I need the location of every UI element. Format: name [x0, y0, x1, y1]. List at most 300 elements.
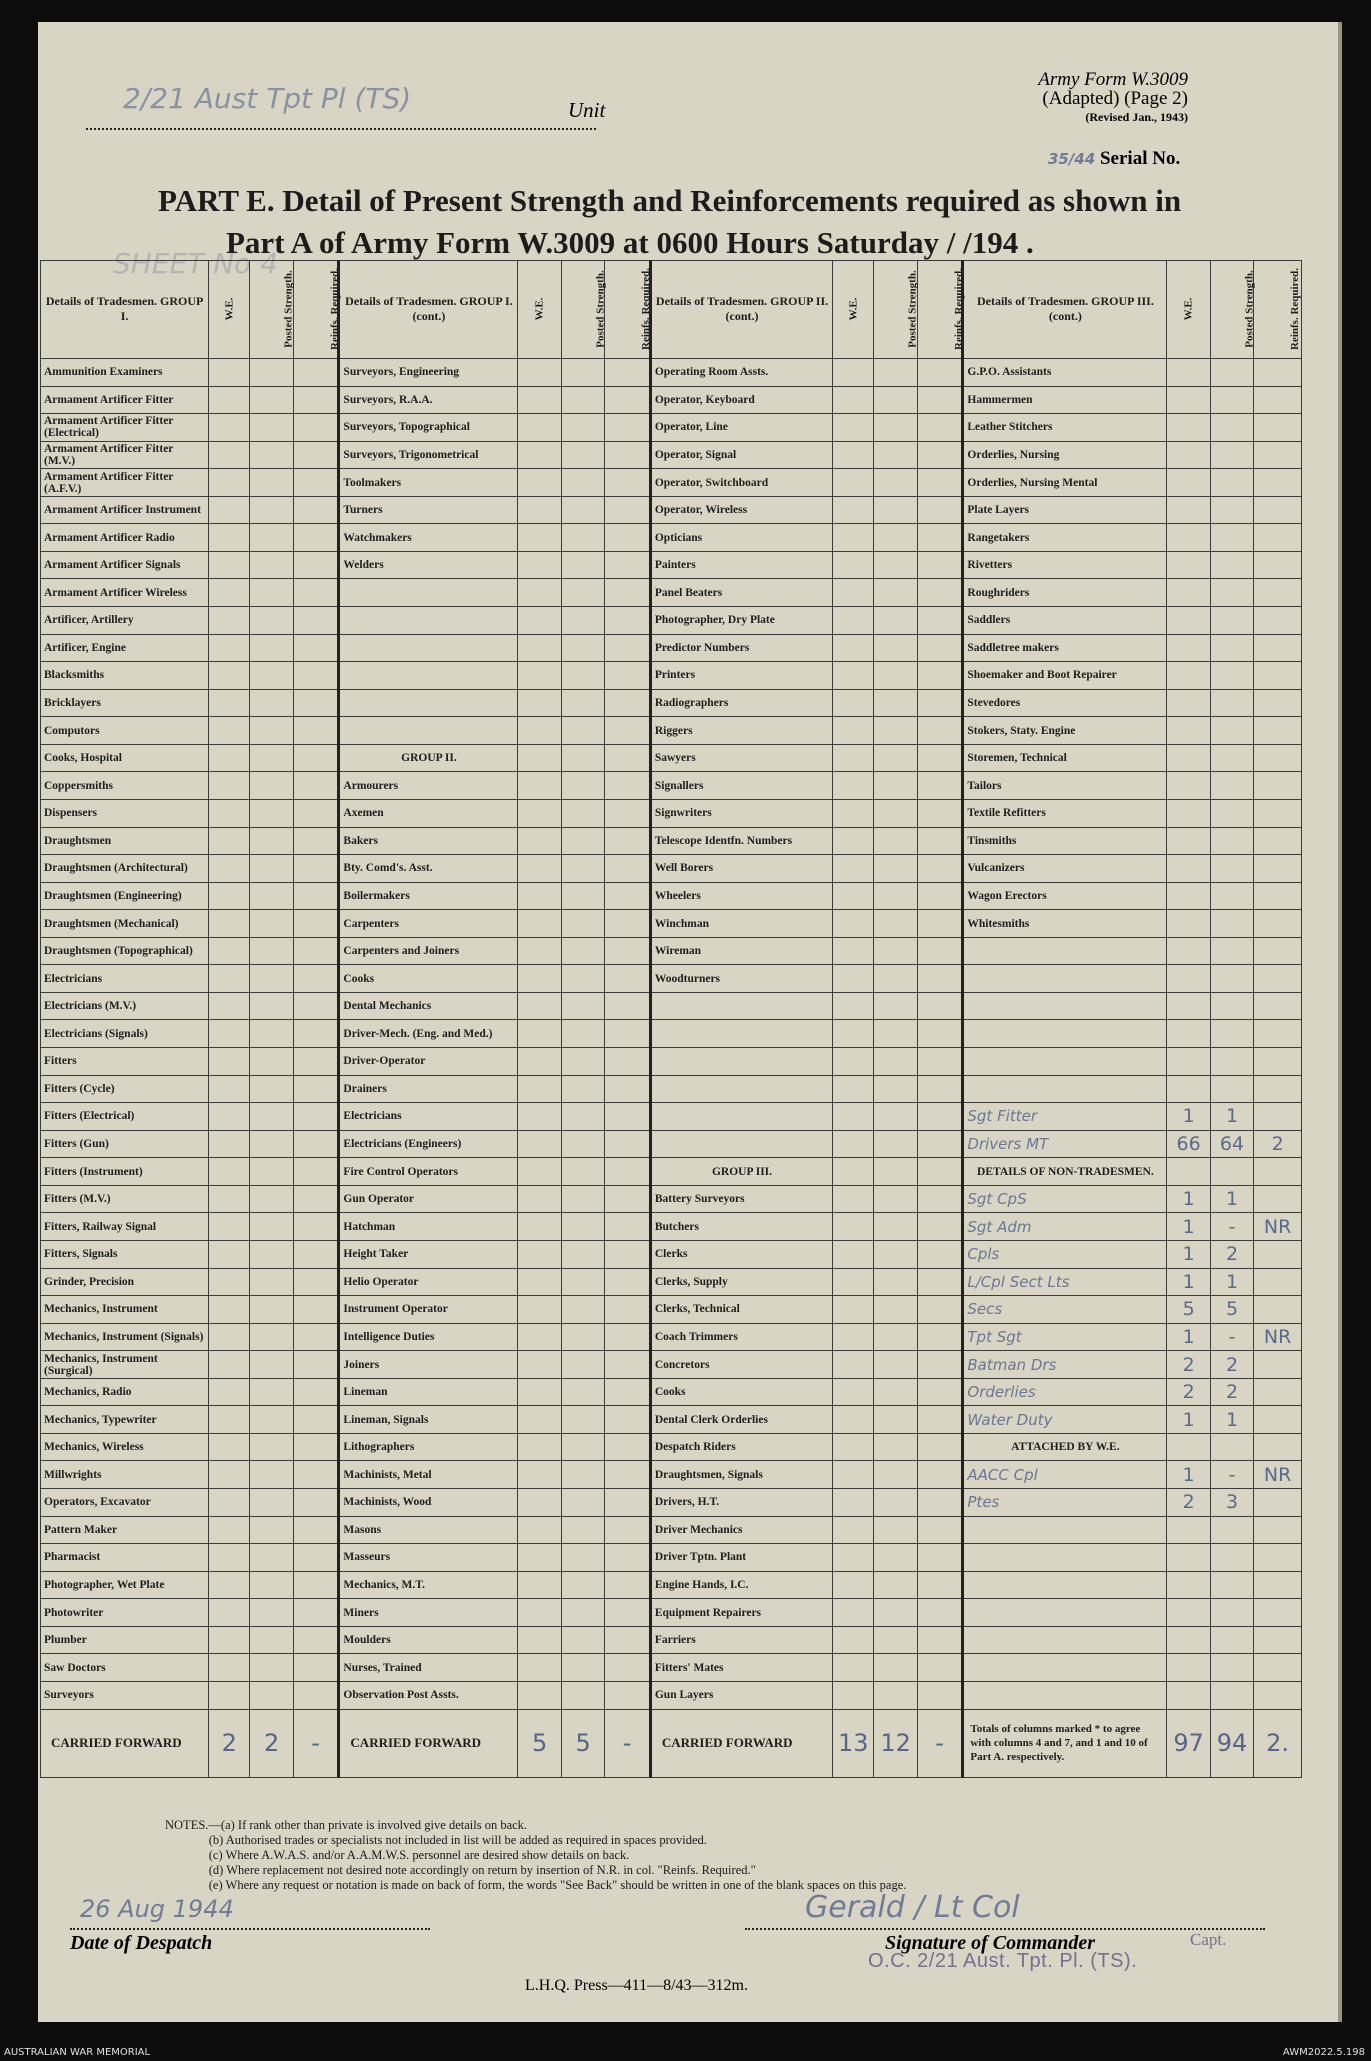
entry-cell-reinfs[interactable] — [605, 1158, 651, 1186]
entry-cell-we[interactable] — [1167, 772, 1210, 800]
entry-cell-we[interactable] — [518, 1296, 561, 1324]
entry-cell-we[interactable] — [1167, 937, 1210, 965]
entry-cell-we[interactable] — [833, 1406, 874, 1434]
entry-cell-we[interactable] — [1167, 882, 1210, 910]
entry-cell-we[interactable] — [518, 1681, 561, 1709]
entry-cell-reinfs[interactable] — [605, 1516, 651, 1544]
entry-cell-reinfs[interactable] — [605, 1020, 651, 1048]
entry-cell-reinfs[interactable] — [917, 1626, 963, 1654]
entry-cell-posted[interactable] — [874, 1323, 917, 1351]
entry-cell-reinfs[interactable] — [605, 524, 651, 552]
entry-cell-reinfs[interactable] — [605, 579, 651, 607]
entry-cell-posted[interactable] — [250, 634, 293, 662]
entry-cell-reinfs[interactable] — [605, 1185, 651, 1213]
entry-cell-reinfs[interactable] — [917, 1351, 963, 1379]
entry-cell-reinfs[interactable] — [605, 882, 651, 910]
entry-cell-posted[interactable] — [1210, 1433, 1253, 1461]
entry-cell-we[interactable] — [209, 744, 250, 772]
entry-cell-posted[interactable] — [1210, 799, 1253, 827]
entry-cell-posted[interactable] — [874, 1158, 917, 1186]
entry-cell-reinfs[interactable] — [293, 1240, 339, 1268]
entry-cell-we[interactable] — [518, 772, 561, 800]
entry-cell-reinfs[interactable] — [605, 1571, 651, 1599]
entry-cell-posted[interactable] — [1210, 689, 1253, 717]
entry-cell-posted[interactable] — [874, 1351, 917, 1379]
entry-cell-reinfs[interactable] — [1254, 1654, 1302, 1682]
entry-cell-reinfs[interactable] — [1254, 1571, 1302, 1599]
entry-cell-reinfs[interactable] — [293, 1571, 339, 1599]
entry-cell-we[interactable] — [518, 386, 561, 414]
entry-cell-posted[interactable]: 1 — [1210, 1406, 1253, 1434]
entry-cell-we[interactable] — [209, 414, 250, 442]
entry-cell-posted[interactable] — [1210, 1020, 1253, 1048]
entry-cell-we[interactable] — [209, 1323, 250, 1351]
entry-cell-we[interactable] — [209, 1158, 250, 1186]
entry-cell-reinfs[interactable] — [917, 1075, 963, 1103]
entry-cell-posted[interactable]: 2 — [1210, 1378, 1253, 1406]
entry-cell-posted[interactable] — [250, 1461, 293, 1489]
entry-cell-posted[interactable] — [874, 524, 917, 552]
entry-cell-posted[interactable] — [561, 1296, 604, 1324]
entry-cell-posted[interactable] — [250, 441, 293, 469]
carried-forward-we[interactable]: 13 — [833, 1709, 874, 1777]
entry-cell-reinfs[interactable] — [1254, 744, 1302, 772]
entry-cell-reinfs[interactable] — [917, 469, 963, 497]
entry-cell-posted[interactable] — [561, 1599, 604, 1627]
entry-cell-we[interactable] — [833, 579, 874, 607]
entry-cell-reinfs[interactable] — [917, 1599, 963, 1627]
entry-cell-we[interactable] — [209, 1681, 250, 1709]
entry-cell-reinfs[interactable] — [293, 882, 339, 910]
entry-cell-posted[interactable] — [561, 937, 604, 965]
entry-cell-reinfs[interactable] — [1254, 1158, 1302, 1186]
carried-forward-reinfs[interactable]: - — [293, 1709, 339, 1777]
entry-cell-reinfs[interactable] — [917, 1544, 963, 1572]
entry-cell-we[interactable] — [209, 1626, 250, 1654]
entry-cell-we[interactable] — [209, 799, 250, 827]
entry-cell-reinfs[interactable] — [917, 965, 963, 993]
entry-cell-we[interactable] — [1167, 1599, 1210, 1627]
entry-cell-we[interactable] — [833, 1323, 874, 1351]
entry-cell-reinfs[interactable] — [293, 386, 339, 414]
entry-cell-we[interactable] — [1167, 358, 1210, 386]
entry-cell-reinfs[interactable] — [605, 965, 651, 993]
entry-cell-we[interactable] — [209, 662, 250, 690]
handwritten-trade[interactable]: Ptes — [963, 1489, 1167, 1517]
entry-cell-posted[interactable]: 5 — [1210, 1296, 1253, 1324]
handwritten-trade[interactable]: Sgt CpS — [963, 1185, 1167, 1213]
entry-cell-posted[interactable] — [250, 1048, 293, 1076]
entry-cell-we[interactable] — [833, 551, 874, 579]
entry-cell-posted[interactable] — [874, 634, 917, 662]
entry-cell-posted[interactable] — [250, 1185, 293, 1213]
entry-cell-we[interactable] — [518, 551, 561, 579]
entry-cell-we[interactable] — [209, 910, 250, 938]
entry-cell-reinfs[interactable] — [917, 1020, 963, 1048]
entry-cell-posted[interactable] — [1210, 1048, 1253, 1076]
entry-cell-posted[interactable] — [1210, 937, 1253, 965]
entry-cell-we[interactable] — [209, 1020, 250, 1048]
entry-cell-reinfs[interactable] — [605, 1544, 651, 1572]
entry-cell-we[interactable] — [1167, 1681, 1210, 1709]
entry-cell-posted[interactable] — [874, 882, 917, 910]
entry-cell-we[interactable] — [518, 882, 561, 910]
entry-cell-reinfs[interactable] — [1254, 910, 1302, 938]
entry-cell-posted[interactable] — [874, 1626, 917, 1654]
entry-cell-reinfs[interactable] — [293, 1185, 339, 1213]
entry-cell-reinfs[interactable] — [1254, 579, 1302, 607]
entry-cell-reinfs[interactable] — [1254, 496, 1302, 524]
entry-cell-reinfs[interactable] — [1254, 1378, 1302, 1406]
entry-cell-posted[interactable] — [561, 1461, 604, 1489]
entry-cell-reinfs[interactable] — [917, 1571, 963, 1599]
entry-cell-reinfs[interactable] — [1254, 386, 1302, 414]
entry-cell-we[interactable] — [833, 799, 874, 827]
entry-cell-we[interactable]: 1 — [1167, 1461, 1210, 1489]
entry-cell-we[interactable] — [209, 441, 250, 469]
entry-cell-reinfs[interactable] — [1254, 524, 1302, 552]
entry-cell-posted[interactable] — [874, 1378, 917, 1406]
entry-cell-posted[interactable] — [250, 799, 293, 827]
entry-cell-we[interactable] — [833, 662, 874, 690]
total-reinfs[interactable]: 2. — [1254, 1709, 1302, 1777]
entry-cell-reinfs[interactable] — [1254, 1406, 1302, 1434]
entry-cell-posted[interactable] — [250, 551, 293, 579]
entry-cell-posted[interactable] — [874, 1654, 917, 1682]
entry-cell-reinfs[interactable] — [1254, 1185, 1302, 1213]
entry-cell-posted[interactable] — [874, 744, 917, 772]
entry-cell-we[interactable] — [1167, 1075, 1210, 1103]
entry-cell-posted[interactable] — [250, 1240, 293, 1268]
entry-cell-we[interactable] — [1167, 1020, 1210, 1048]
entry-cell-posted[interactable] — [561, 1268, 604, 1296]
entry-cell-posted[interactable] — [561, 1020, 604, 1048]
entry-cell-reinfs[interactable] — [605, 827, 651, 855]
entry-cell-posted[interactable] — [1210, 1654, 1253, 1682]
entry-cell-we[interactable] — [833, 1103, 874, 1131]
entry-cell-posted[interactable] — [250, 992, 293, 1020]
carried-forward-reinfs[interactable]: - — [605, 1709, 651, 1777]
entry-cell-posted[interactable] — [874, 1571, 917, 1599]
entry-cell-reinfs[interactable] — [293, 1681, 339, 1709]
entry-cell-we[interactable] — [1167, 689, 1210, 717]
entry-cell-reinfs[interactable] — [1254, 717, 1302, 745]
entry-cell-posted[interactable] — [250, 772, 293, 800]
entry-cell-reinfs[interactable] — [917, 1130, 963, 1158]
entry-cell-reinfs[interactable] — [917, 1185, 963, 1213]
carried-forward-posted[interactable]: 2 — [250, 1709, 293, 1777]
entry-cell-posted[interactable] — [250, 1516, 293, 1544]
entry-cell-posted[interactable] — [874, 469, 917, 497]
entry-cell-reinfs[interactable] — [605, 1075, 651, 1103]
entry-cell-posted[interactable] — [1210, 827, 1253, 855]
handwritten-trade[interactable]: Orderlies — [963, 1378, 1167, 1406]
entry-cell-posted[interactable] — [561, 1378, 604, 1406]
entry-cell-reinfs[interactable] — [917, 799, 963, 827]
entry-cell-posted[interactable] — [250, 1020, 293, 1048]
entry-cell-posted[interactable] — [561, 1323, 604, 1351]
entry-cell-posted[interactable] — [874, 551, 917, 579]
entry-cell-posted[interactable] — [561, 855, 604, 883]
entry-cell-we[interactable] — [1167, 524, 1210, 552]
entry-cell-reinfs[interactable] — [605, 662, 651, 690]
entry-cell-reinfs[interactable] — [1254, 1296, 1302, 1324]
entry-cell-we[interactable] — [833, 469, 874, 497]
entry-cell-posted[interactable] — [250, 579, 293, 607]
entry-cell-posted[interactable] — [874, 1185, 917, 1213]
entry-cell-we[interactable] — [833, 1158, 874, 1186]
entry-cell-posted[interactable] — [874, 1213, 917, 1241]
entry-cell-reinfs[interactable] — [605, 910, 651, 938]
entry-cell-we[interactable] — [1167, 1571, 1210, 1599]
entry-cell-we[interactable] — [518, 1323, 561, 1351]
entry-cell-we[interactable] — [209, 1378, 250, 1406]
entry-cell-reinfs[interactable] — [605, 634, 651, 662]
entry-cell-we[interactable]: 2 — [1167, 1489, 1210, 1517]
entry-cell-reinfs[interactable] — [293, 1213, 339, 1241]
entry-cell-reinfs[interactable] — [605, 1268, 651, 1296]
entry-cell-we[interactable] — [209, 1048, 250, 1076]
entry-cell-posted[interactable] — [561, 662, 604, 690]
entry-cell-posted[interactable] — [250, 1544, 293, 1572]
entry-cell-we[interactable] — [518, 1158, 561, 1186]
entry-cell-reinfs[interactable] — [917, 1103, 963, 1131]
entry-cell-posted[interactable] — [1210, 634, 1253, 662]
entry-cell-we[interactable] — [1167, 1626, 1210, 1654]
entry-cell-we[interactable] — [518, 1626, 561, 1654]
entry-cell-reinfs[interactable] — [1254, 855, 1302, 883]
entry-cell-we[interactable] — [518, 744, 561, 772]
entry-cell-reinfs[interactable] — [605, 1240, 651, 1268]
entry-cell-reinfs[interactable] — [917, 992, 963, 1020]
entry-cell-we[interactable] — [518, 855, 561, 883]
entry-cell-posted[interactable] — [250, 717, 293, 745]
entry-cell-reinfs[interactable] — [605, 469, 651, 497]
entry-cell-we[interactable] — [1167, 634, 1210, 662]
entry-cell-posted[interactable]: 2 — [1210, 1351, 1253, 1379]
entry-cell-we[interactable] — [518, 689, 561, 717]
entry-cell-we[interactable] — [833, 1489, 874, 1517]
entry-cell-we[interactable] — [209, 1544, 250, 1572]
entry-cell-we[interactable] — [1167, 496, 1210, 524]
entry-cell-posted[interactable] — [250, 1378, 293, 1406]
entry-cell-reinfs[interactable] — [605, 1323, 651, 1351]
entry-cell-reinfs[interactable] — [1254, 1544, 1302, 1572]
entry-cell-reinfs[interactable] — [605, 1489, 651, 1517]
entry-cell-posted[interactable] — [874, 772, 917, 800]
entry-cell-we[interactable] — [833, 855, 874, 883]
carried-forward-reinfs[interactable]: - — [917, 1709, 963, 1777]
entry-cell-posted[interactable] — [1210, 1626, 1253, 1654]
entry-cell-posted[interactable] — [250, 855, 293, 883]
entry-cell-we[interactable] — [518, 799, 561, 827]
entry-cell-posted[interactable] — [250, 1599, 293, 1627]
entry-cell-we[interactable] — [833, 689, 874, 717]
entry-cell-we[interactable] — [209, 1351, 250, 1379]
entry-cell-posted[interactable] — [250, 1075, 293, 1103]
entry-cell-we[interactable] — [1167, 414, 1210, 442]
entry-cell-posted[interactable]: 1 — [1210, 1185, 1253, 1213]
entry-cell-we[interactable] — [209, 1516, 250, 1544]
entry-cell-reinfs[interactable] — [293, 965, 339, 993]
entry-cell-reinfs[interactable] — [1254, 358, 1302, 386]
entry-cell-we[interactable] — [833, 1296, 874, 1324]
entry-cell-posted[interactable] — [250, 414, 293, 442]
entry-cell-reinfs[interactable] — [1254, 1433, 1302, 1461]
entry-cell-we[interactable] — [833, 1213, 874, 1241]
entry-cell-reinfs[interactable] — [917, 1048, 963, 1076]
entry-cell-posted[interactable]: 3 — [1210, 1489, 1253, 1517]
entry-cell-posted[interactable] — [250, 469, 293, 497]
entry-cell-reinfs[interactable] — [1254, 414, 1302, 442]
entry-cell-we[interactable] — [833, 965, 874, 993]
entry-cell-we[interactable] — [209, 992, 250, 1020]
entry-cell-we[interactable] — [209, 1130, 250, 1158]
entry-cell-we[interactable] — [518, 579, 561, 607]
entry-cell-posted[interactable] — [250, 1296, 293, 1324]
entry-cell-reinfs[interactable] — [293, 469, 339, 497]
total-we[interactable]: 97 — [1167, 1709, 1210, 1777]
entry-cell-posted[interactable] — [561, 1406, 604, 1434]
entry-cell-posted[interactable]: - — [1210, 1461, 1253, 1489]
entry-cell-reinfs[interactable] — [917, 634, 963, 662]
entry-cell-reinfs[interactable] — [605, 937, 651, 965]
entry-cell-reinfs[interactable] — [917, 579, 963, 607]
entry-cell-posted[interactable] — [250, 744, 293, 772]
entry-cell-posted[interactable] — [250, 607, 293, 635]
entry-cell-reinfs[interactable] — [605, 1599, 651, 1627]
handwritten-trade[interactable]: Secs — [963, 1296, 1167, 1324]
entry-cell-posted[interactable] — [250, 1323, 293, 1351]
entry-cell-we[interactable] — [518, 1378, 561, 1406]
entry-cell-reinfs[interactable] — [293, 1433, 339, 1461]
entry-cell-posted[interactable] — [1210, 469, 1253, 497]
entry-cell-posted[interactable] — [1210, 772, 1253, 800]
entry-cell-posted[interactable]: 64 — [1210, 1130, 1253, 1158]
entry-cell-we[interactable] — [518, 634, 561, 662]
entry-cell-reinfs[interactable] — [293, 855, 339, 883]
entry-cell-reinfs[interactable] — [605, 1130, 651, 1158]
entry-cell-we[interactable] — [518, 358, 561, 386]
entry-cell-reinfs[interactable] — [917, 1296, 963, 1324]
entry-cell-reinfs[interactable] — [293, 1654, 339, 1682]
entry-cell-posted[interactable] — [561, 1351, 604, 1379]
entry-cell-reinfs[interactable] — [605, 855, 651, 883]
entry-cell-we[interactable] — [209, 1406, 250, 1434]
entry-cell-posted[interactable] — [250, 1571, 293, 1599]
entry-cell-posted[interactable] — [561, 579, 604, 607]
entry-cell-we[interactable] — [1167, 579, 1210, 607]
entry-cell-we[interactable] — [833, 1268, 874, 1296]
entry-cell-reinfs[interactable] — [293, 662, 339, 690]
entry-cell-reinfs[interactable] — [1254, 441, 1302, 469]
entry-cell-reinfs[interactable] — [605, 689, 651, 717]
entry-cell-reinfs[interactable] — [293, 1406, 339, 1434]
entry-cell-posted[interactable] — [250, 827, 293, 855]
entry-cell-reinfs[interactable] — [293, 717, 339, 745]
entry-cell-reinfs[interactable] — [605, 992, 651, 1020]
handwritten-trade[interactable]: Cpls — [963, 1240, 1167, 1268]
entry-cell-reinfs[interactable] — [1254, 1351, 1302, 1379]
entry-cell-we[interactable] — [833, 1654, 874, 1682]
entry-cell-reinfs[interactable] — [1254, 1516, 1302, 1544]
entry-cell-posted[interactable] — [1210, 579, 1253, 607]
entry-cell-we[interactable] — [1167, 1654, 1210, 1682]
entry-cell-reinfs[interactable] — [605, 414, 651, 442]
entry-cell-posted[interactable] — [1210, 441, 1253, 469]
entry-cell-posted[interactable] — [874, 607, 917, 635]
entry-cell-posted[interactable] — [250, 524, 293, 552]
entry-cell-we[interactable] — [833, 744, 874, 772]
entry-cell-posted[interactable] — [874, 1489, 917, 1517]
entry-cell-we[interactable] — [518, 1599, 561, 1627]
entry-cell-reinfs[interactable] — [605, 799, 651, 827]
entry-cell-we[interactable] — [518, 910, 561, 938]
entry-cell-we[interactable] — [209, 634, 250, 662]
entry-cell-posted[interactable] — [250, 1681, 293, 1709]
entry-cell-reinfs[interactable] — [293, 524, 339, 552]
entry-cell-we[interactable] — [833, 496, 874, 524]
entry-cell-posted[interactable] — [874, 386, 917, 414]
entry-cell-posted[interactable] — [1210, 662, 1253, 690]
entry-cell-posted[interactable] — [561, 441, 604, 469]
entry-cell-posted[interactable]: 1 — [1210, 1103, 1253, 1131]
entry-cell-we[interactable] — [833, 937, 874, 965]
entry-cell-posted[interactable] — [1210, 992, 1253, 1020]
entry-cell-reinfs[interactable] — [605, 1654, 651, 1682]
entry-cell-we[interactable] — [1167, 827, 1210, 855]
entry-cell-posted[interactable] — [874, 1130, 917, 1158]
entry-cell-we[interactable] — [209, 607, 250, 635]
entry-cell-we[interactable] — [1167, 992, 1210, 1020]
entry-cell-posted[interactable] — [874, 965, 917, 993]
entry-cell-reinfs[interactable] — [917, 1489, 963, 1517]
entry-cell-posted[interactable] — [250, 1213, 293, 1241]
entry-cell-reinfs[interactable] — [917, 1240, 963, 1268]
entry-cell-we[interactable] — [1167, 551, 1210, 579]
entry-cell-we[interactable] — [518, 1075, 561, 1103]
entry-cell-reinfs[interactable] — [917, 937, 963, 965]
entry-cell-posted[interactable] — [874, 358, 917, 386]
entry-cell-we[interactable] — [1167, 662, 1210, 690]
entry-cell-we[interactable]: 1 — [1167, 1213, 1210, 1241]
entry-cell-we[interactable]: 1 — [1167, 1268, 1210, 1296]
entry-cell-posted[interactable] — [561, 827, 604, 855]
entry-cell-posted[interactable] — [250, 1406, 293, 1434]
entry-cell-we[interactable] — [518, 1544, 561, 1572]
entry-cell-posted[interactable] — [250, 882, 293, 910]
entry-cell-posted[interactable] — [874, 1075, 917, 1103]
entry-cell-reinfs[interactable] — [1254, 799, 1302, 827]
entry-cell-reinfs[interactable] — [917, 386, 963, 414]
entry-cell-posted[interactable] — [250, 910, 293, 938]
entry-cell-posted[interactable] — [1210, 551, 1253, 579]
entry-cell-we[interactable] — [833, 1130, 874, 1158]
handwritten-trade[interactable]: AACC Cpl — [963, 1461, 1167, 1489]
entry-cell-posted[interactable] — [1210, 1544, 1253, 1572]
entry-cell-posted[interactable] — [561, 1516, 604, 1544]
carried-forward-we[interactable]: 2 — [209, 1709, 250, 1777]
entry-cell-reinfs[interactable] — [1254, 1075, 1302, 1103]
entry-cell-we[interactable] — [518, 1213, 561, 1241]
entry-cell-we[interactable] — [209, 496, 250, 524]
entry-cell-we[interactable] — [518, 662, 561, 690]
entry-cell-we[interactable] — [209, 1213, 250, 1241]
entry-cell-reinfs[interactable] — [293, 1158, 339, 1186]
entry-cell-we[interactable] — [833, 1544, 874, 1572]
entry-cell-we[interactable] — [209, 469, 250, 497]
entry-cell-posted[interactable] — [250, 1489, 293, 1517]
